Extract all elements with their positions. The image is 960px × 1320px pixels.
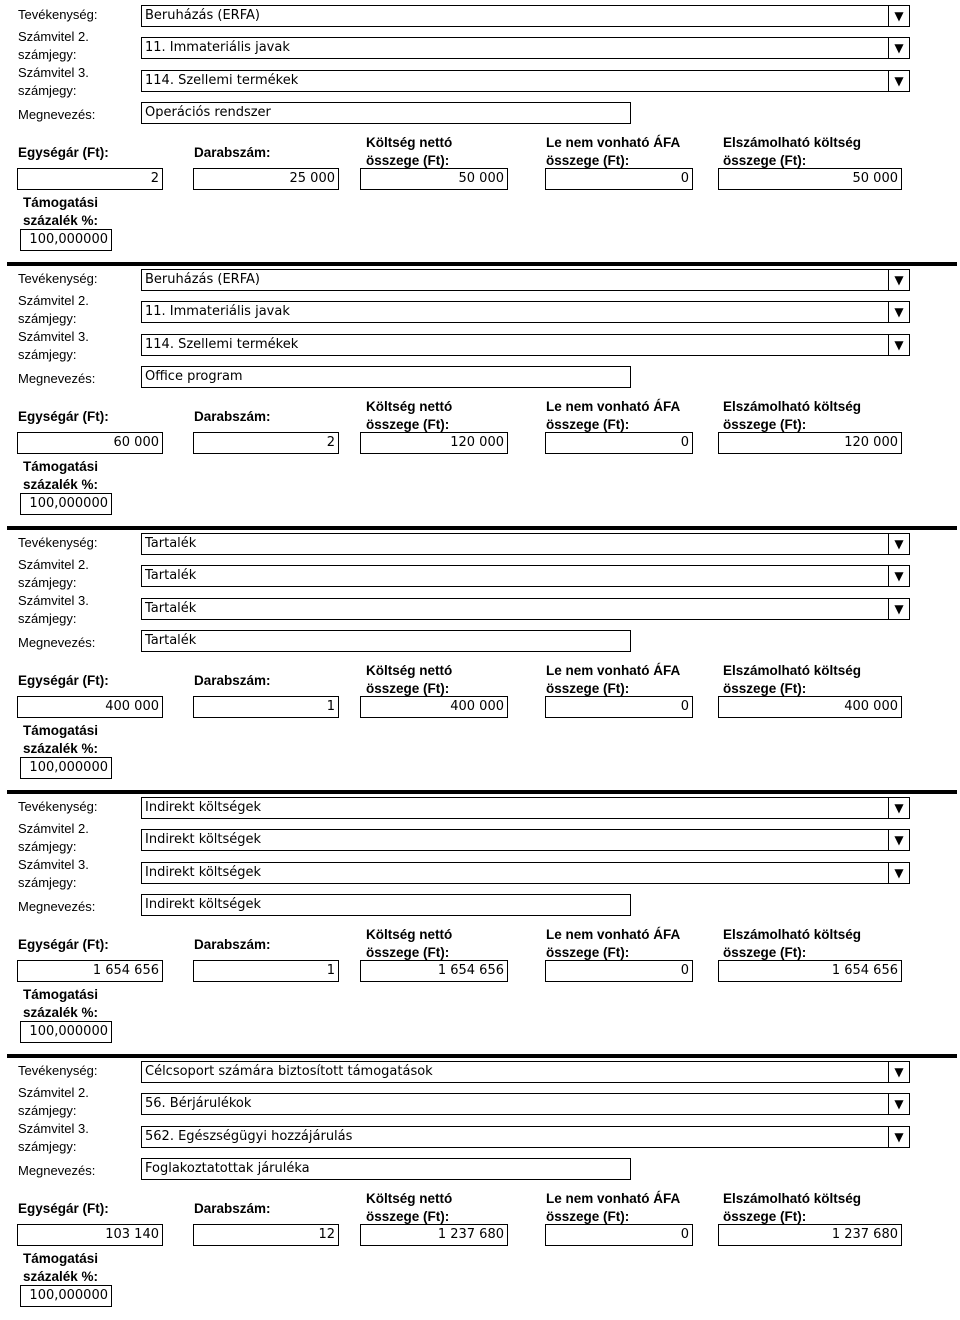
account2-label: Számvitel 2. számjegy: [18,821,89,854]
account2-select-value: 11. Immateriális javak [145,40,290,55]
account2-select[interactable] [141,565,910,587]
account2-label: Számvitel 2. számjegy: [18,29,89,62]
dropdown-arrow-icon[interactable]: ▼ [888,1062,909,1082]
support-pct-label: Támogatási százalék %: [23,1251,99,1284]
account2-select[interactable] [141,37,910,59]
eligible-cost-input[interactable]: 1 654 656 [718,960,902,982]
account3-select[interactable] [141,334,910,356]
net-cost-input[interactable]: 1 237 680 [360,1224,508,1246]
account3-label: Számvitel 3. számjegy: [18,1121,89,1154]
dropdown-arrow-icon[interactable]: ▼ [888,71,909,91]
activity-label: Tevékenység: [18,799,98,814]
net-cost-label: Költség nettó összege (Ft): [366,927,453,960]
account3-select-value: 562. Egészségügyi hozzájárulás [145,1129,353,1144]
activity-label: Tevékenység: [18,1063,98,1078]
name-label: Megnevezés: [18,107,96,122]
unit-price-input[interactable]: 2 [17,168,163,190]
dropdown-arrow-icon[interactable]: ▼ [888,566,909,586]
unit-price-label: Egységár (Ft): [18,145,109,160]
quantity-input[interactable]: 1 [193,696,339,718]
account2-select-value: 56. Bérjárulékok [145,1096,252,1111]
cost-item-3 [0,528,960,792]
non-deductible-vat-input[interactable]: 0 [545,1224,693,1246]
account2-select[interactable] [141,301,910,323]
activity-select-value: Célcsoport számára biztosított támogatások [145,1064,433,1079]
name-label: Megnevezés: [18,371,96,386]
item-separator [7,790,957,794]
account2-select-value: 11. Immateriális javak [145,304,290,319]
non-deductible-vat-input[interactable]: 0 [545,696,693,718]
unit-price-input[interactable]: 1 654 656 [17,960,163,982]
net-cost-input[interactable]: 50 000 [360,168,508,190]
dropdown-arrow-icon[interactable]: ▼ [888,6,909,26]
account2-label: Számvitel 2. számjegy: [18,1085,89,1118]
unit-price-input[interactable]: 400 000 [17,696,163,718]
account3-select-value: Indirekt költségek [145,865,262,880]
dropdown-arrow-icon[interactable]: ▼ [888,599,909,619]
activity-label: Tevékenység: [18,535,98,550]
dropdown-arrow-icon[interactable]: ▼ [888,863,909,883]
support-pct-label: Támogatási százalék %: [23,459,99,492]
dropdown-arrow-icon[interactable]: ▼ [888,335,909,355]
activity-select[interactable] [141,1061,910,1083]
quantity-input[interactable]: 25 000 [193,168,339,190]
account3-select-value: Tartalék [145,601,197,616]
unit-price-input[interactable]: 60 000 [17,432,163,454]
unit-price-label: Egységár (Ft): [18,673,109,688]
activity-select-value: Indirekt költségek [145,800,262,815]
account2-select[interactable] [141,1093,910,1115]
quantity-input[interactable]: 12 [193,1224,339,1246]
item-separator [7,262,957,266]
support-pct-input[interactable]: 100,000000 [20,1021,112,1043]
cost-item-5 [0,1056,960,1320]
account3-select-value: 114. Szellemi termékek [145,337,299,352]
quantity-input[interactable]: 2 [193,432,339,454]
eligible-cost-input[interactable]: 50 000 [718,168,902,190]
name-input[interactable]: Indirekt költségek [141,894,631,916]
non-deductible-vat-label: Le nem vonható ÁFA összege (Ft): [546,1191,681,1224]
account3-select[interactable] [141,70,910,92]
name-input[interactable]: Tartalék [141,630,631,652]
quantity-label: Darabszám: [194,937,271,952]
net-cost-label: Költség nettó összege (Ft): [366,399,453,432]
account2-select-value: Tartalék [145,568,197,583]
eligible-cost-input[interactable]: 400 000 [718,696,902,718]
non-deductible-vat-label: Le nem vonható ÁFA összege (Ft): [546,135,681,168]
eligible-cost-input[interactable]: 1 237 680 [718,1224,902,1246]
item-separator [7,526,957,530]
net-cost-label: Költség nettó összege (Ft): [366,663,453,696]
account2-label: Számvitel 2. számjegy: [18,293,89,326]
non-deductible-vat-label: Le nem vonható ÁFA összege (Ft): [546,663,681,696]
net-cost-label: Költség nettó összege (Ft): [366,1191,453,1224]
account2-select[interactable] [141,829,910,851]
eligible-cost-label: Elszámolható költség összege (Ft): [723,135,862,168]
non-deductible-vat-input[interactable]: 0 [545,168,693,190]
net-cost-input[interactable]: 120 000 [360,432,508,454]
eligible-cost-input[interactable]: 120 000 [718,432,902,454]
quantity-label: Darabszám: [194,1201,271,1216]
net-cost-label: Költség nettó összege (Ft): [366,135,453,168]
unit-price-label: Egységár (Ft): [18,1201,109,1216]
eligible-cost-label: Elszámolható költség összege (Ft): [723,663,862,696]
name-label: Megnevezés: [18,635,96,650]
account3-label: Számvitel 3. számjegy: [18,329,89,362]
net-cost-input[interactable]: 400 000 [360,696,508,718]
account3-select[interactable] [141,1126,910,1148]
non-deductible-vat-input[interactable]: 0 [545,960,693,982]
dropdown-arrow-icon[interactable]: ▼ [888,1127,909,1147]
support-pct-label: Támogatási százalék %: [23,723,99,756]
account3-select-value: 114. Szellemi termékek [145,73,299,88]
activity-select[interactable] [141,269,910,291]
quantity-label: Darabszám: [194,409,271,424]
account3-select[interactable] [141,598,910,620]
dropdown-arrow-icon[interactable]: ▼ [888,798,909,818]
activity-select[interactable] [141,5,910,27]
account2-label: Számvitel 2. számjegy: [18,557,89,590]
name-input[interactable]: Operációs rendszer [141,102,631,124]
non-deductible-vat-label: Le nem vonható ÁFA összege (Ft): [546,927,681,960]
non-deductible-vat-label: Le nem vonható ÁFA összege (Ft): [546,399,681,432]
unit-price-label: Egységár (Ft): [18,937,109,952]
eligible-cost-label: Elszámolható költség összege (Ft): [723,399,862,432]
account3-label: Számvitel 3. számjegy: [18,857,89,890]
activity-select-value: Beruházás (ERFA) [145,8,260,23]
dropdown-arrow-icon[interactable]: ▼ [888,830,909,850]
cost-item-4 [0,792,960,1056]
account2-select-value: Indirekt költségek [145,832,262,847]
account3-label: Számvitel 3. számjegy: [18,593,89,626]
cost-item-1 [0,0,960,264]
support-pct-input[interactable]: 100,000000 [20,229,112,251]
support-pct-label: Támogatási százalék %: [23,987,99,1020]
support-pct-label: Támogatási százalék %: [23,195,99,228]
account3-select[interactable] [141,862,910,884]
unit-price-input[interactable]: 103 140 [17,1224,163,1246]
activity-label: Tevékenység: [18,7,98,22]
non-deductible-vat-input[interactable]: 0 [545,432,693,454]
item-separator [7,1054,957,1058]
dropdown-arrow-icon[interactable]: ▼ [888,270,909,290]
eligible-cost-label: Elszámolható költség összege (Ft): [723,927,862,960]
activity-select[interactable] [141,797,910,819]
activity-select[interactable] [141,533,910,555]
dropdown-arrow-icon[interactable]: ▼ [888,534,909,554]
name-label: Megnevezés: [18,1163,96,1178]
eligible-cost-label: Elszámolható költség összege (Ft): [723,1191,862,1224]
unit-price-label: Egységár (Ft): [18,409,109,424]
support-pct-input[interactable]: 100,000000 [20,493,112,515]
quantity-label: Darabszám: [194,673,271,688]
cost-item-2 [0,264,960,528]
activity-label: Tevékenység: [18,271,98,286]
name-input[interactable]: Office program [141,366,631,388]
support-pct-input[interactable]: 100,000000 [20,757,112,779]
quantity-label: Darabszám: [194,145,271,160]
net-cost-input[interactable]: 1 654 656 [360,960,508,982]
name-input[interactable]: Foglakoztatottak járuléka [141,1158,631,1180]
support-pct-input[interactable]: 100,000000 [20,1285,112,1307]
quantity-input[interactable]: 1 [193,960,339,982]
name-label: Megnevezés: [18,899,96,914]
dropdown-arrow-icon[interactable]: ▼ [888,38,909,58]
activity-select-value: Tartalék [145,536,197,551]
account3-label: Számvitel 3. számjegy: [18,65,89,98]
activity-select-value: Beruházás (ERFA) [145,272,260,287]
dropdown-arrow-icon[interactable]: ▼ [888,302,909,322]
dropdown-arrow-icon[interactable]: ▼ [888,1094,909,1114]
